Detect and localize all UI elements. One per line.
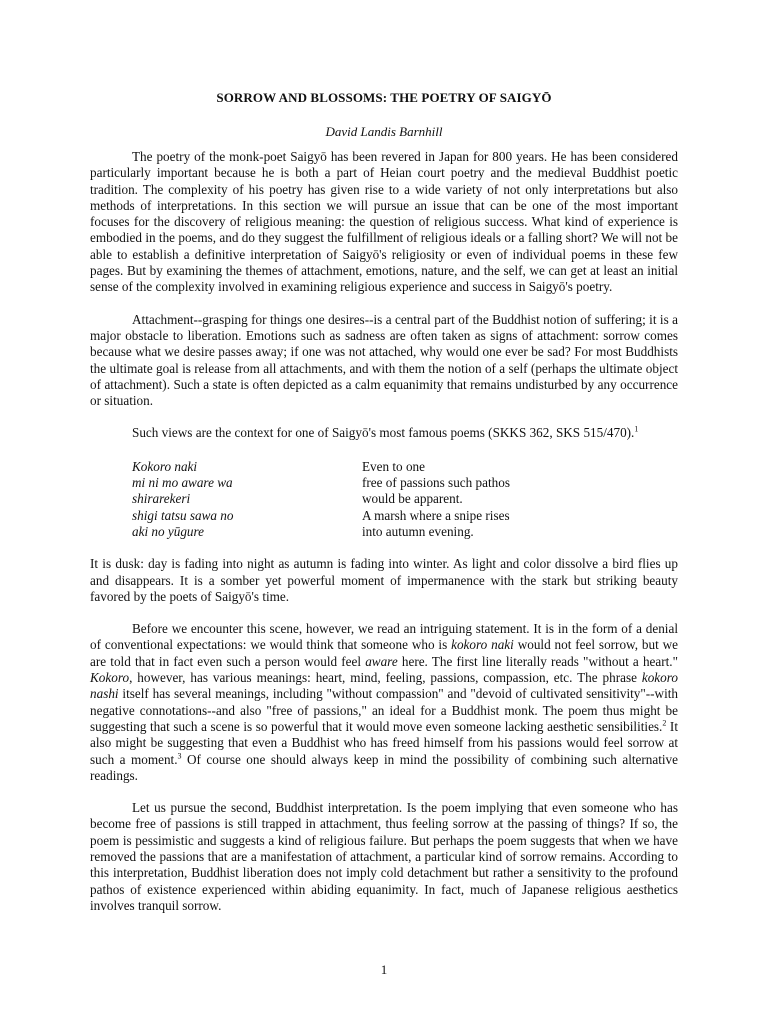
context-text: Such views are the context for one of Saigyō's most famous poems (SKKS 362, SKS 515/470).	[132, 425, 635, 441]
para5-text-a: Before we encounter this scene, however, we read an intriguing statement. It is in the form of a denial of conventional expectations: we would think that someone who is	[90, 621, 678, 653]
para5-text-c: here. The first line literally reads "without a heart."	[397, 653, 678, 669]
poem-romaji-line: shigi tatsu sawa no	[132, 507, 234, 523]
paragraph-buddhist-interpretation: Let us pursue the second, Buddhist interpretation. Is the poem implying that even someone who has become free of passions is still trapped in attachment, thus feeling sorrow at the passing of things? If so, the poem is pessimistic and suggests a kind of religious failure. But perhaps the poem suggests that when we have removed the passions that are a manifestation of attachment, a particular kind of sorrow remains. According to this interpretation, Buddhist liberation does not imply cold detachment but rather a sensitivity to the profound pathos of existence experienced within abiding equanimity. In fact, much of Japanese religious aesthetics involves tranquil sorrow.	[90, 800, 678, 913]
poem-translation-line: would be apparent.	[362, 491, 463, 507]
poem-romaji-line: Kokoro naki	[132, 458, 198, 474]
poem-translation-line: Even to one	[362, 458, 425, 474]
para5-text-f: It also might be suggesting that even a Buddhist who has freed himself from his passions would feel sorrow at such a moment.	[90, 718, 678, 767]
poem-block	[132, 459, 678, 540]
para5-text-b: would not feel sorrow, but we are told that in fact even such a person would feel	[90, 637, 678, 669]
poem-translation-line: into autumn evening.	[362, 523, 474, 539]
term-kokoro-naki: kokoro naki	[451, 637, 514, 653]
paragraph-interpretation	[90, 621, 678, 784]
page-title: SORROW AND BLOSSOMS: THE POETRY OF SAIGYŌ	[216, 90, 552, 105]
poem-romaji-line: mi ni mo aware wa	[132, 475, 233, 491]
footnote-ref-3: 3	[177, 751, 182, 761]
poem-romaji-line: aki no yūgure	[132, 523, 205, 539]
poem-translation-line: free of passions such pathos	[362, 475, 510, 491]
page-number: 1	[380, 962, 388, 977]
document-page	[90, 90, 678, 914]
term-kokoro: Kokoro	[90, 670, 130, 686]
para5-text-d: , however, has various meanings: heart, mind, feeling, passions, compassion, etc. The phrase	[129, 670, 642, 686]
poem-romaji-column	[132, 459, 362, 540]
paragraph-dusk: It is dusk: day is fading into night as autumn is fading into winter. As light and color dissolve a bird flies up and disappears. It is a somber yet powerful moment of impermanence with the stark but striking beauty favored by the poets of Saigyō's time.	[90, 556, 678, 604]
term-kokoro-nashi: kokoro nashi	[90, 670, 678, 702]
paragraph-introduction: The poetry of the monk-poet Saigyō has been revered in Japan for 800 years. He has been considered particularly important because he is both a part of Heian court poetry and the medieval Buddhist poetic tradition. The complexity of his poetry has given rise to a wide variety of not only interpretations but also methods of interpretations. In this section we will pursue an issue that can be one of the most important focuses for the discovery of religious meaning: the question of religious success. What kind of experience is embodied in the poems, and do they suggest the fulfillment of religious ideals or a falling short? We will not be able to establish a definitive interpretation of Saigyō's religiosity or even of individual poems in these few pages. But by examining the themes of attachment, emotions, nature, and the self, we can get at least an initial sense of the complexity involved in examining religious experience and success in Saigyō's poetry.	[90, 149, 678, 295]
poem-romaji-line: shirarekeri	[132, 491, 191, 507]
para5-text-e: itself has several meanings, including "without compassion" and "devoid of cultivated sensitivity"--with negative connotations--and also "free of passions," an ideal for a Buddhist monk. The poem thus might be suggesting that such a scene is so powerful that it would move even someone lacking aesthetic sensibilities.	[90, 686, 678, 734]
footnote-ref-1: 1	[634, 425, 639, 435]
paragraph-attachment: Attachment--grasping for things one desires--is a central part of the Buddhist notion of suffering; it is a major obstacle to liberation. Emotions such as sadness are often taken as signs of attachment: sorrow comes because what we desire passes away; if one was not attached, why would one ever be sad? For most Buddhists the ultimate goal is release from all attachments, and with them the notion of a self (perhaps the ultimate object of attachment). Such a state is often depicted as a calm equanimity that remains undisturbed by any occurrence or situation.	[90, 311, 678, 409]
term-aware: aware	[365, 653, 398, 669]
paragraph-context	[90, 425, 678, 441]
poem-translation-column	[362, 459, 662, 540]
author-name: David Landis Barnhill	[325, 124, 443, 139]
para5-text-g: Of course one should always keep in mind the possibility of combining such alternative readings.	[90, 751, 678, 783]
footnote-ref-2: 2	[662, 718, 667, 728]
poem-translation-line: A marsh where a snipe rises	[362, 507, 510, 523]
